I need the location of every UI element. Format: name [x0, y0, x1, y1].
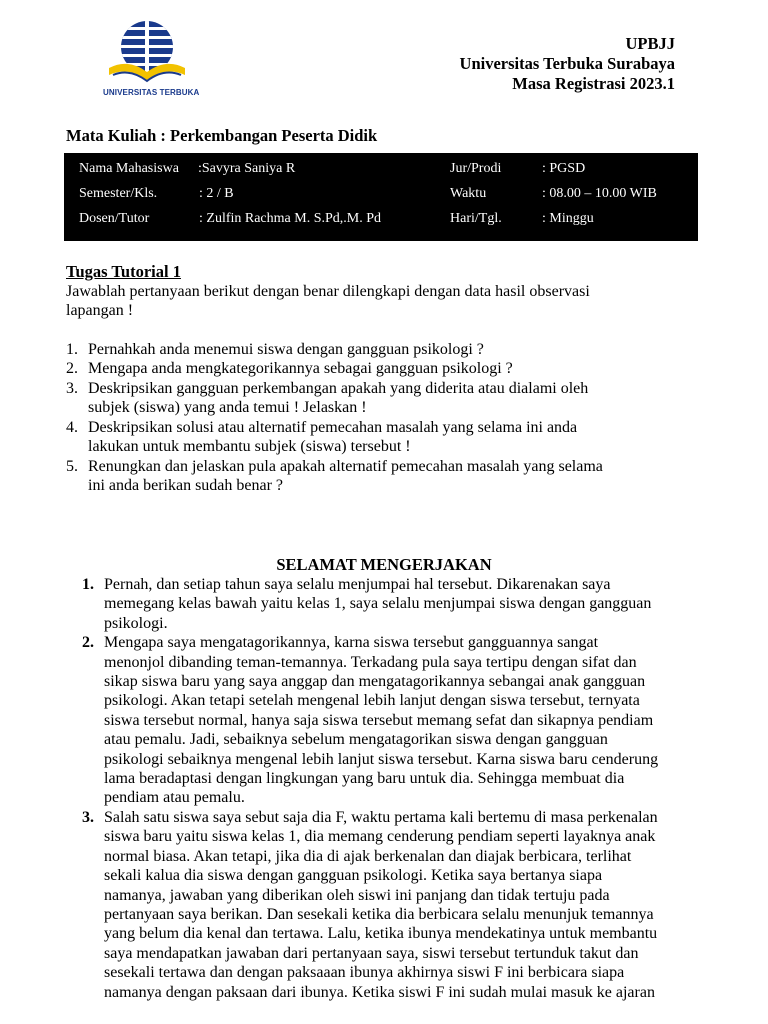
- info-value-prodi: : PGSD: [542, 161, 586, 176]
- answer-line: psikologi sebaiknya mengenal lebih lanjut siswa tersebut. Karna siswa baru cenderung: [104, 750, 659, 768]
- info-value-waktu: : 08.00 – 10.00 WIB: [542, 186, 657, 201]
- answer-line: namanya, jawaban yang diberikan oleh siswi ini panjang dan tidak tertuju pada: [104, 886, 610, 904]
- answer-item: [82, 808, 734, 1002]
- answer-line: sikap siswa baru yang saya anggap dan mengatagorikannya sebangai anak gangguan: [104, 673, 646, 691]
- logo-emblem-icon: [103, 18, 191, 88]
- task-intro-line-2: lapangan !: [66, 302, 134, 319]
- answer-number: 2.: [82, 634, 94, 652]
- info-value-tutor: : Zulfin Rachma M. S.Pd,.M. Pd: [199, 211, 382, 226]
- question-number: 3.: [66, 379, 78, 397]
- task-section: [66, 262, 706, 496]
- answer-number: 1.: [82, 576, 94, 593]
- student-info-box: [64, 153, 698, 241]
- question-item: [66, 359, 706, 379]
- question-number: 2.: [66, 360, 78, 377]
- answer-line: normal biasa. Akan tetapi, jika dia di ajak berkenalan dan diajak berbicara, terlihat: [104, 847, 632, 865]
- info-label-semester: Semester/Kls.: [79, 186, 158, 201]
- answer-line: menonjol dibanding teman-temannya. Terkadang pula saya tertipu dengan sifat dan: [104, 653, 637, 671]
- task-title: Tugas Tutorial 1: [66, 262, 181, 281]
- question-number: 5.: [66, 457, 78, 475]
- answer-line: memegang kelas bawah yaitu kelas 1, saya selalu menjumpai siswa dengan gangguan: [104, 595, 652, 613]
- question-number: 4.: [66, 418, 78, 436]
- answer-line: atau pemalu. Jadi, sebaiknya sebelum mengatagorikan siswa dengan gangguan: [104, 731, 608, 749]
- logo-text: UNIVERSITAS TERBUKA: [103, 88, 200, 97]
- header-line-university: Universitas Terbuka Surabaya: [459, 54, 675, 73]
- answer-number: 3.: [82, 808, 94, 826]
- question-list: [66, 340, 706, 496]
- answer-line: siswa baru yaitu siswa kelas 1, dia memang cenderung pendiam seperti layaknya anak: [104, 828, 656, 846]
- info-label-name: Nama Mahasiswa: [79, 161, 179, 176]
- answer-line: pendiam atau pemalu.: [104, 789, 245, 807]
- answer-line: siswa tersebut normal, hanya saja siswa tersebut memang sefat dan sikapnya pendiam: [104, 711, 654, 729]
- answer-item: [82, 575, 734, 633]
- answer-line: sesekali tertawa dan dengan paksaaan ibunya akhirnya siswi F ini berbicara siapa: [104, 964, 625, 982]
- course-title: Mata Kuliah : Perkembangan Peserta Didik: [66, 126, 378, 145]
- question-text-cont: ini anda berikan sudah benar ?: [88, 477, 284, 494]
- question-number: 1.: [66, 340, 78, 358]
- question-text: Renungkan dan jelaskan pula apakah alternatif pemecahan masalah yang selama: [88, 457, 603, 475]
- question-text-cont: subjek (siswa) yang anda temui ! Jelaskan !: [88, 399, 367, 416]
- question-item: [66, 457, 706, 496]
- answer-line: namanya dengan paksaan dari ibunya. Ketika siswi F ini sudah mulai masuk ke ajaran: [104, 983, 655, 1001]
- answer-line: saya mendapatkan jawaban dari pertanyaan saya, siswi tersebut tertunduk takut dan: [104, 944, 639, 962]
- question-text-cont: lakukan untuk membantu subjek (siswa) tersebut !: [88, 438, 411, 455]
- info-value-semester: : 2 / B: [199, 186, 234, 201]
- header-line-registration: Masa Registrasi 2023.1: [512, 74, 675, 93]
- answer-line: lama beradaptasi dengan lingkungan yang baru untuk dia. Sehingga membuat dia: [104, 770, 625, 788]
- answer-line: Mengapa saya mengatagorikannya, karna siswa tersebut gangguannya sangat: [104, 634, 599, 652]
- question-text: Mengapa anda mengkategorikannya sebagai gangguan psikologi ?: [88, 360, 513, 377]
- question-item: [66, 379, 706, 418]
- info-row-semester: [64, 186, 698, 206]
- closing-heading: SELAMAT MENGERJAKAN: [276, 555, 492, 574]
- info-label-waktu: Waktu: [450, 186, 487, 201]
- answer-line: Pernah, dan setiap tahun saya selalu menjumpai hal tersebut. Dikarenakan saya: [104, 576, 611, 593]
- info-label-day: Hari/Tgl.: [450, 211, 502, 226]
- answer-line: psikologi. Akan tetapi setelah mengenal lebih lanjut dengan siswa tersebut, ternyata: [104, 692, 640, 710]
- question-item: [66, 340, 706, 360]
- answer-line: Salah satu siswa saya sebut saja dia F, waktu pertama kali bertemu di masa perkenalan: [104, 808, 658, 826]
- answer-line: psikologi.: [104, 614, 168, 632]
- info-label-tutor: Dosen/Tutor: [79, 211, 150, 226]
- task-intro-line-1: Jawablah pertanyaan berikut dengan benar dilengkapi dengan data hasil observasi: [66, 282, 590, 300]
- info-row-name: [64, 161, 698, 181]
- answer-line: pertanyaan saya berikan. Dan sesekali ketika dia berbicara selalu menunjuk temannya: [104, 905, 654, 923]
- question-text: Deskripsikan gangguan perkembangan apakah yang diderita atau dialami oleh: [88, 379, 589, 397]
- header-institution: [460, 34, 675, 94]
- answer-list: [82, 575, 734, 1002]
- info-value-day: : Minggu: [542, 211, 594, 226]
- answer-item: [82, 633, 734, 808]
- question-text: Pernahkah anda menemui siswa dengan gangguan psikologi ?: [88, 340, 484, 358]
- info-label-prodi: Jur/Prodi: [450, 161, 502, 176]
- answer-line: yang belum dia kenal dan tertawa. Lalu, ketika ibunya mendekatinya untuk membantu: [104, 925, 658, 943]
- header-line-upbjj: UPBJJ: [625, 34, 675, 53]
- info-value-name: :Savyra Saniya R: [198, 161, 296, 176]
- question-item: [66, 418, 706, 457]
- info-row-tutor: [64, 211, 698, 231]
- universitas-terbuka-logo: [103, 18, 200, 100]
- question-text: Deskripsikan solusi atau alternatif pemecahan masalah yang selama ini anda: [88, 418, 578, 436]
- answer-line: sekali kalua dia siswa dengan gangguan psikologi. Ketika saya bertanya siapa: [104, 867, 603, 885]
